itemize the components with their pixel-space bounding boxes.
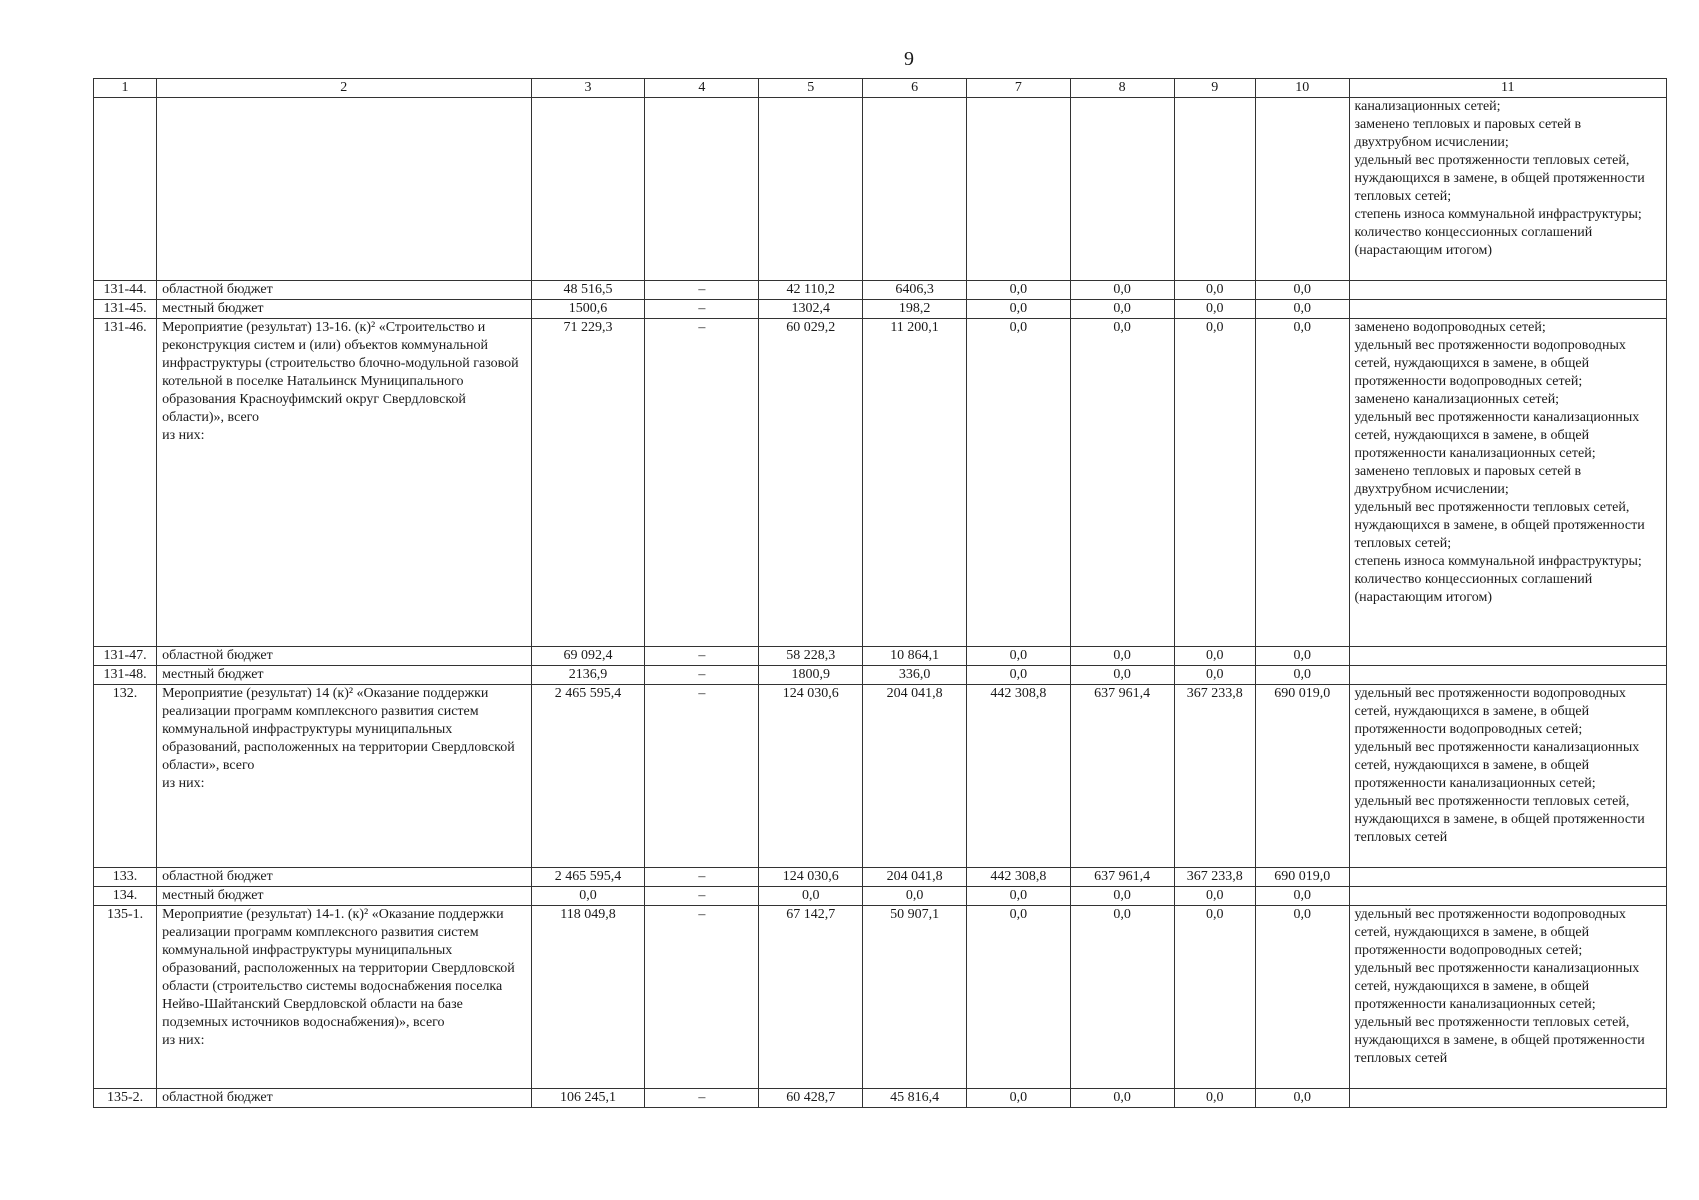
column-header: 4 xyxy=(645,79,759,98)
row-name-cell: областной бюджет xyxy=(157,868,531,887)
value-cell: 0,0 xyxy=(1255,906,1349,1089)
row-number-cell: 132. xyxy=(94,685,157,868)
column-header: 2 xyxy=(157,79,531,98)
value-cell: 442 308,8 xyxy=(966,685,1070,868)
row-name-cell: областной бюджет xyxy=(157,281,531,300)
value-cell xyxy=(966,98,1070,281)
value-cell xyxy=(1255,98,1349,281)
value-cell: 637 961,4 xyxy=(1070,685,1174,868)
indicators-cell xyxy=(1349,887,1666,906)
value-cell: 0,0 xyxy=(966,319,1070,647)
value-cell: 0,0 xyxy=(1070,319,1174,647)
value-cell: 0,0 xyxy=(966,666,1070,685)
table-row xyxy=(94,685,1667,868)
value-cell: 0,0 xyxy=(759,887,863,906)
column-header: 3 xyxy=(531,79,645,98)
value-cell: 0,0 xyxy=(1070,281,1174,300)
value-cell xyxy=(759,98,863,281)
column-header: 6 xyxy=(863,79,967,98)
value-cell: – xyxy=(645,300,759,319)
value-cell: 0,0 xyxy=(1070,300,1174,319)
row-number-cell: 134. xyxy=(94,887,157,906)
row-name-cell: Мероприятие (результат) 14 (к)² «Оказание поддержки реализации программ комплексного развития систем коммунальной инфраструктуры муниципальных образований, расположенных на территории Свердловской области», всего из них: xyxy=(157,685,531,868)
table-row xyxy=(94,1089,1667,1108)
value-cell: 124 030,6 xyxy=(759,868,863,887)
row-number-cell: 135-1. xyxy=(94,906,157,1089)
value-cell: 0,0 xyxy=(1174,666,1255,685)
page-number: 9 xyxy=(904,48,914,70)
row-name-cell: областной бюджет xyxy=(157,647,531,666)
row-name-cell xyxy=(157,98,531,281)
value-cell: – xyxy=(645,868,759,887)
value-cell: 0,0 xyxy=(1070,906,1174,1089)
value-cell: 0,0 xyxy=(1174,887,1255,906)
value-cell: 0,0 xyxy=(1255,281,1349,300)
row-name-cell: Мероприятие (результат) 13-16. (к)² «Строительство и реконструкция систем и (или) объектов коммунальной инфраструктуры (строительство блочно-модульной газовой котельной в поселке Натальинск Муниципального образования Красноуфимский округ Свердловской области)», всего из них: xyxy=(157,319,531,647)
table-row xyxy=(94,887,1667,906)
value-cell: 336,0 xyxy=(863,666,967,685)
row-number-cell: 131-44. xyxy=(94,281,157,300)
value-cell: 0,0 xyxy=(1255,1089,1349,1108)
value-cell: 0,0 xyxy=(966,281,1070,300)
value-cell: 0,0 xyxy=(1255,666,1349,685)
row-number-cell: 131-47. xyxy=(94,647,157,666)
program-table xyxy=(93,78,1667,1108)
value-cell: 0,0 xyxy=(966,300,1070,319)
indicators-cell xyxy=(1349,300,1666,319)
row-name-cell: местный бюджет xyxy=(157,666,531,685)
value-cell: 2136,9 xyxy=(531,666,645,685)
value-cell: 50 907,1 xyxy=(863,906,967,1089)
row-number-cell: 131-45. xyxy=(94,300,157,319)
value-cell: 48 516,5 xyxy=(531,281,645,300)
value-cell: 0,0 xyxy=(1174,1089,1255,1108)
value-cell: 1800,9 xyxy=(759,666,863,685)
value-cell: 0,0 xyxy=(1174,647,1255,666)
value-cell xyxy=(531,98,645,281)
value-cell: 0,0 xyxy=(1070,647,1174,666)
value-cell: – xyxy=(645,666,759,685)
indicators-cell xyxy=(1349,647,1666,666)
value-cell: 58 228,3 xyxy=(759,647,863,666)
value-cell: 198,2 xyxy=(863,300,967,319)
column-header: 11 xyxy=(1349,79,1666,98)
row-number-cell: 133. xyxy=(94,868,157,887)
row-name-cell: местный бюджет xyxy=(157,887,531,906)
value-cell: 0,0 xyxy=(1174,319,1255,647)
value-cell: 367 233,8 xyxy=(1174,685,1255,868)
value-cell: 0,0 xyxy=(966,1089,1070,1108)
value-cell: 0,0 xyxy=(863,887,967,906)
value-cell: 0,0 xyxy=(1174,300,1255,319)
value-cell: 10 864,1 xyxy=(863,647,967,666)
indicators-cell: удельный вес протяженности водопроводных сетей, нуждающихся в замене, в общей протяженности водопроводных сетей; удельный вес протяженности канализационных сетей, нуждающихся в замене, в общей протяженности канализационных сетей; удельный вес протяженности тепловых сетей, нуждающихся в замене, в общей протяженности тепловых сетей xyxy=(1349,685,1666,868)
value-cell: 0,0 xyxy=(1174,281,1255,300)
indicators-cell xyxy=(1349,281,1666,300)
value-cell: 60 029,2 xyxy=(759,319,863,647)
value-cell: 11 200,1 xyxy=(863,319,967,647)
value-cell: 690 019,0 xyxy=(1255,868,1349,887)
value-cell: 67 142,7 xyxy=(759,906,863,1089)
value-cell: 0,0 xyxy=(1255,647,1349,666)
row-name-cell: Мероприятие (результат) 14-1. (к)² «Оказание поддержки реализации программ комплексного развития систем коммунальной инфраструктуры муниципальных образований, расположенных на территории Свердловской области (строительство системы водоснабжения поселка Нейво-Шайтанский Свердловской области на базе подземных источников водоснабжения)», всего из них: xyxy=(157,906,531,1089)
indicators-cell: заменено водопроводных сетей; удельный вес протяженности водопроводных сетей, нуждающихся в замене, в общей протяженности водопроводных сетей; заменено канализационных сетей; удельный вес протяженности канализационных сетей, нуждающихся в замене, в общей протяженности канализационных сетей; заменено тепловых и паровых сетей в двухтрубном исчислении; удельный вес протяженности тепловых сетей, нуждающихся в замене, в общей протяженности тепловых сетей; степень износа коммунальной инфраструктуры; количество концессионных соглашений (нарастающим итогом) xyxy=(1349,319,1666,647)
table-row xyxy=(94,98,1667,281)
value-cell: 690 019,0 xyxy=(1255,685,1349,868)
indicators-cell xyxy=(1349,666,1666,685)
value-cell: 2 465 595,4 xyxy=(531,868,645,887)
column-header-row xyxy=(94,79,1667,98)
row-name-cell: местный бюджет xyxy=(157,300,531,319)
value-cell: 124 030,6 xyxy=(759,685,863,868)
table-row xyxy=(94,906,1667,1089)
value-cell: 0,0 xyxy=(966,647,1070,666)
table-row xyxy=(94,300,1667,319)
value-cell: 0,0 xyxy=(531,887,645,906)
value-cell: – xyxy=(645,887,759,906)
indicators-cell: удельный вес протяженности водопроводных сетей, нуждающихся в замене, в общей протяженности водопроводных сетей; удельный вес протяженности канализационных сетей, нуждающихся в замене, в общей протяженности канализационных сетей; удельный вес протяженности тепловых сетей, нуждающихся в замене, в общей протяженности тепловых сетей xyxy=(1349,906,1666,1089)
row-number-cell: 135-2. xyxy=(94,1089,157,1108)
row-number-cell xyxy=(94,98,157,281)
column-header: 5 xyxy=(759,79,863,98)
table-row xyxy=(94,281,1667,300)
value-cell: – xyxy=(645,1089,759,1108)
value-cell: 0,0 xyxy=(966,887,1070,906)
value-cell: 367 233,8 xyxy=(1174,868,1255,887)
value-cell: 42 110,2 xyxy=(759,281,863,300)
value-cell: 60 428,7 xyxy=(759,1089,863,1108)
column-header: 9 xyxy=(1174,79,1255,98)
value-cell: 204 041,8 xyxy=(863,868,967,887)
table-row xyxy=(94,319,1667,647)
value-cell: 69 092,4 xyxy=(531,647,645,666)
column-header: 7 xyxy=(966,79,1070,98)
value-cell: 0,0 xyxy=(1070,1089,1174,1108)
value-cell: – xyxy=(645,685,759,868)
value-cell: 106 245,1 xyxy=(531,1089,645,1108)
value-cell xyxy=(1070,98,1174,281)
table-row xyxy=(94,666,1667,685)
value-cell: 45 816,4 xyxy=(863,1089,967,1108)
value-cell: 118 049,8 xyxy=(531,906,645,1089)
value-cell: – xyxy=(645,647,759,666)
indicators-cell xyxy=(1349,868,1666,887)
row-number-cell: 131-48. xyxy=(94,666,157,685)
value-cell: – xyxy=(645,319,759,647)
indicators-cell xyxy=(1349,1089,1666,1108)
value-cell: 0,0 xyxy=(966,906,1070,1089)
value-cell: 0,0 xyxy=(1255,887,1349,906)
value-cell: 0,0 xyxy=(1070,666,1174,685)
value-cell: 71 229,3 xyxy=(531,319,645,647)
value-cell xyxy=(863,98,967,281)
value-cell: – xyxy=(645,906,759,1089)
table-row xyxy=(94,647,1667,666)
value-cell: 0,0 xyxy=(1255,300,1349,319)
value-cell: 2 465 595,4 xyxy=(531,685,645,868)
row-name-cell: областной бюджет xyxy=(157,1089,531,1108)
value-cell: 1500,6 xyxy=(531,300,645,319)
value-cell: 442 308,8 xyxy=(966,868,1070,887)
column-header: 8 xyxy=(1070,79,1174,98)
value-cell: 637 961,4 xyxy=(1070,868,1174,887)
table-row xyxy=(94,868,1667,887)
indicators-cell: канализационных сетей; заменено тепловых и паровых сетей в двухтрубном исчислении; удельный вес протяженности тепловых сетей, нуждающихся в замене, в общей протяженности тепловых сетей; степень износа коммунальной инфраструктуры; количество концессионных соглашений (нарастающим итогом) xyxy=(1349,98,1666,281)
value-cell: 1302,4 xyxy=(759,300,863,319)
value-cell: 6406,3 xyxy=(863,281,967,300)
row-number-cell: 131-46. xyxy=(94,319,157,647)
value-cell xyxy=(1174,98,1255,281)
value-cell: 0,0 xyxy=(1255,319,1349,647)
value-cell: 0,0 xyxy=(1174,906,1255,1089)
value-cell: – xyxy=(645,281,759,300)
column-header: 1 xyxy=(94,79,157,98)
value-cell: 0,0 xyxy=(1070,887,1174,906)
value-cell: 204 041,8 xyxy=(863,685,967,868)
value-cell xyxy=(645,98,759,281)
column-header: 10 xyxy=(1255,79,1349,98)
